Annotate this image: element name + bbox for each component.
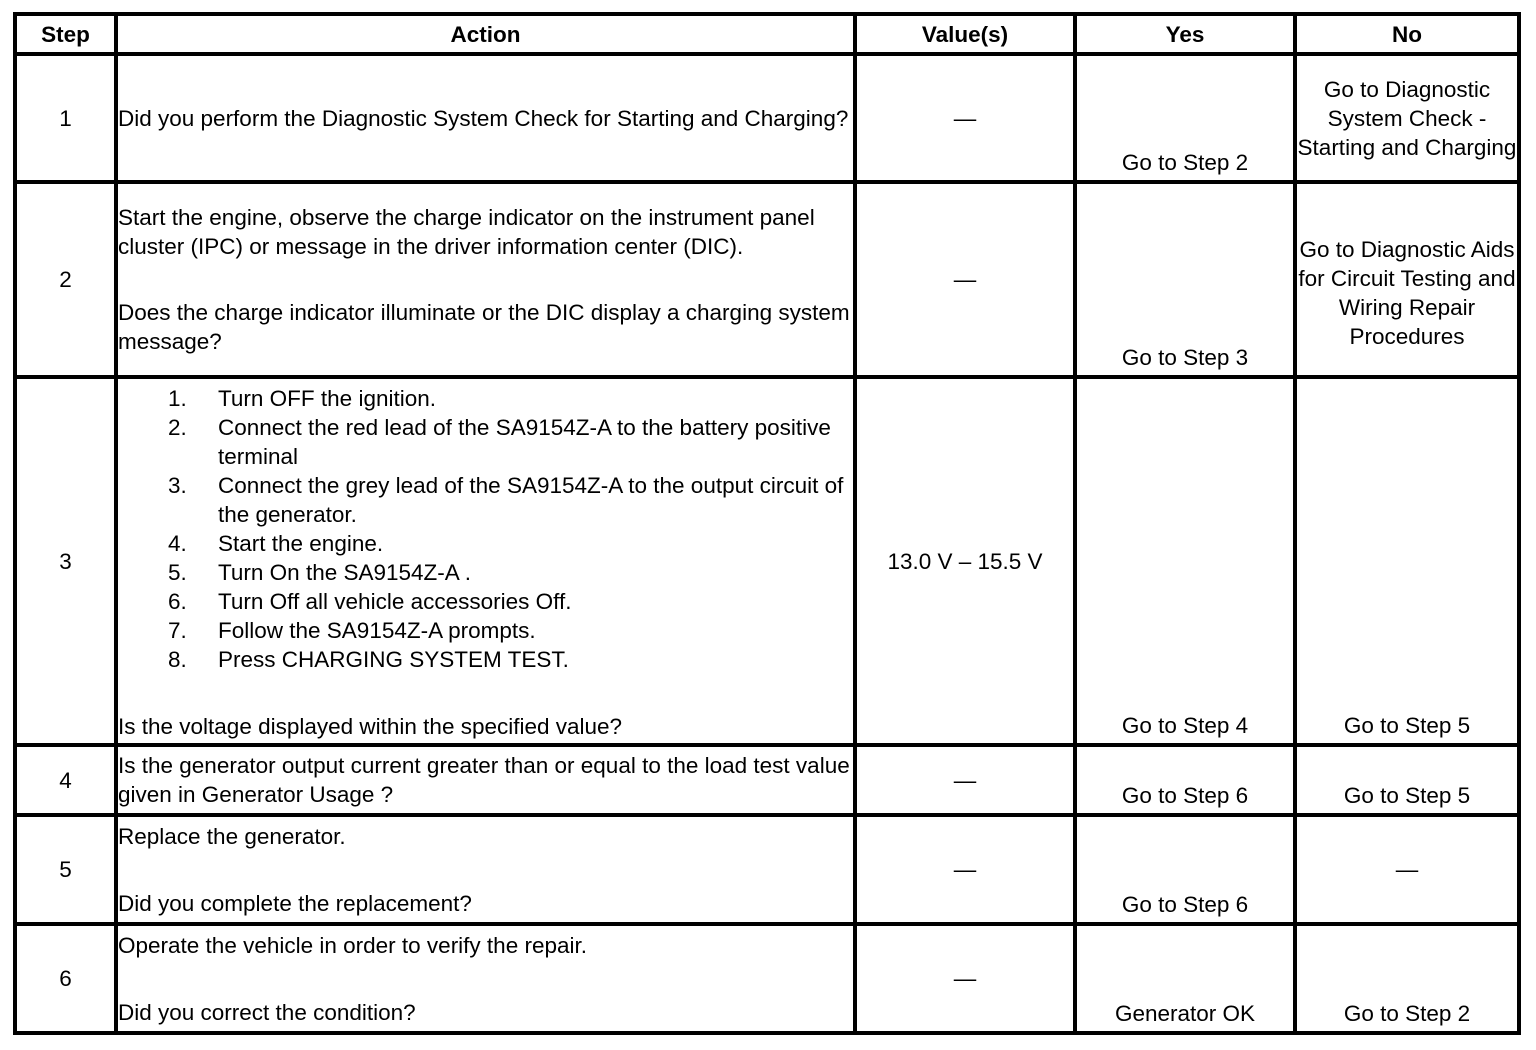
substep-text: Connect the red lead of the SA9154Z-A to the battery positive terminal — [218, 415, 831, 469]
substep-number: 2. — [168, 415, 187, 440]
list-item — [168, 471, 853, 529]
yes-text: Go to Step 4 — [1121, 713, 1249, 738]
yes-cell — [1075, 745, 1295, 815]
yes-text: Generator OK — [1114, 1001, 1256, 1026]
no-cell — [1295, 182, 1519, 377]
action-text: Start the engine, observe the charge indicator on the instrument panel cluster (IPC) or message in the driver information center (DIC). — [118, 205, 815, 259]
yes-cell — [1075, 54, 1295, 182]
substep-number: 7. — [168, 618, 187, 643]
header-step: Step — [15, 14, 116, 54]
no-text: Go to Step 5 — [1343, 783, 1471, 808]
table-row — [15, 54, 1519, 182]
table-row — [15, 182, 1519, 377]
header-row — [15, 14, 1519, 54]
substep-number: 8. — [168, 647, 187, 672]
header-action: Action — [116, 14, 855, 54]
action-text: Did you perform the Diagnostic System Check for Starting and Charging? — [118, 105, 849, 131]
diagnostic-table — [13, 12, 1521, 1035]
list-item — [168, 558, 853, 587]
substep-text: Turn On the SA9154Z-A . — [218, 560, 472, 585]
substep-number: 6. — [168, 589, 187, 614]
value-cell: — — [855, 745, 1075, 815]
substep-text: Turn Off all vehicle accessories Off. — [218, 589, 572, 614]
no-cell — [1295, 54, 1519, 182]
action-text: Replace the generator. — [118, 823, 346, 849]
no-text: Go to Diagnostic Aids for Circuit Testing and Wiring Repair Procedures — [1298, 236, 1516, 349]
header-no: No — [1295, 14, 1519, 54]
no-cell — [1295, 377, 1519, 745]
action-cell — [116, 377, 855, 745]
step-number: 6 — [15, 924, 116, 1033]
substep-text: Start the engine. — [218, 531, 384, 556]
substep-text: Turn OFF the ignition. — [218, 386, 437, 411]
step-number: 2 — [15, 182, 116, 377]
step-number: 4 — [15, 745, 116, 815]
action-text: Is the generator output current greater than or equal to the load test value given in Generator Usage ? — [118, 753, 850, 807]
yes-cell — [1075, 815, 1295, 924]
list-item — [168, 616, 853, 645]
action-question: Is the voltage displayed within the specified value? — [118, 714, 623, 739]
value-cell: — — [855, 815, 1075, 924]
no-text: Go to Step 2 — [1343, 1001, 1471, 1026]
yes-text: Go to Step 6 — [1121, 783, 1249, 808]
header-yes: Yes — [1075, 14, 1295, 54]
table-row — [15, 377, 1519, 745]
list-item — [168, 645, 853, 674]
action-question: Did you correct the condition? — [118, 999, 416, 1025]
action-cell — [116, 54, 855, 182]
step-number: 3 — [15, 377, 116, 745]
no-cell — [1295, 924, 1519, 1033]
list-item — [168, 587, 853, 616]
yes-cell — [1075, 924, 1295, 1033]
substep-number: 1. — [168, 386, 187, 411]
yes-text: Go to Step 2 — [1121, 150, 1249, 175]
substep-text: Follow the SA9154Z-A prompts. — [218, 618, 536, 643]
header-values: Value(s) — [855, 14, 1075, 54]
step-number: 1 — [15, 54, 116, 182]
action-cell — [116, 815, 855, 924]
yes-cell — [1075, 182, 1295, 377]
no-text: Go to Step 5 — [1343, 713, 1471, 738]
action-cell — [116, 745, 855, 815]
substep-text: Connect the grey lead of the SA9154Z-A to the output circuit of the generator. — [218, 473, 844, 527]
table-row — [15, 745, 1519, 815]
list-item — [168, 384, 853, 413]
substep-number: 5. — [168, 560, 187, 585]
no-cell — [1295, 745, 1519, 815]
yes-text: Go to Step 3 — [1121, 345, 1249, 370]
action-text: Operate the vehicle in order to verify the repair. — [118, 932, 587, 958]
list-item — [168, 413, 853, 471]
action-question: Does the charge indicator illuminate or the DIC display a charging system message? — [118, 300, 850, 354]
no-text: Go to Diagnostic System Check - Starting and Charging — [1297, 76, 1517, 160]
value-cell: 13.0 V – 15.5 V — [855, 377, 1075, 745]
substep-list — [118, 384, 853, 674]
substep-number: 4. — [168, 531, 187, 556]
substep-number: 3. — [168, 473, 187, 498]
step-number: 5 — [15, 815, 116, 924]
no-cell: — — [1295, 815, 1519, 924]
substep-text: Press CHARGING SYSTEM TEST. — [218, 647, 569, 672]
value-cell: — — [855, 182, 1075, 377]
action-cell — [116, 182, 855, 377]
yes-text: Go to Step 6 — [1121, 892, 1249, 917]
value-cell: — — [855, 924, 1075, 1033]
action-cell — [116, 924, 855, 1033]
action-question: Did you complete the replacement? — [118, 890, 472, 916]
value-cell: — — [855, 54, 1075, 182]
list-item — [168, 529, 853, 558]
yes-cell — [1075, 377, 1295, 745]
table-row — [15, 815, 1519, 924]
table-row — [15, 924, 1519, 1033]
